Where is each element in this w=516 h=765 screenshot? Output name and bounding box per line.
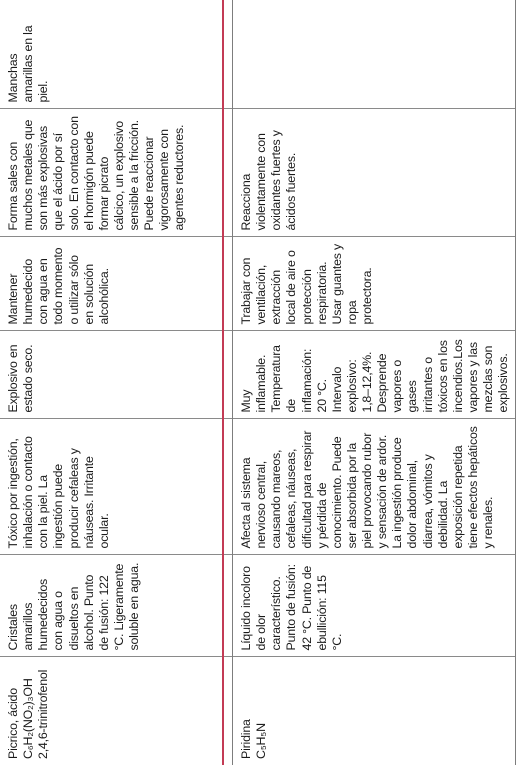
properties-text: Cristales amarillos humedecidos con agua o disueltos en alcohol. Punto de fusión: 122 °C. Ligeramente soluble en agua. <box>6 562 141 651</box>
reactivity-text: Forma sales con muchos metales que son más explosivas que el ácido por sí solo. En contacto con el hormigón puede formar picrato cálcico, un explosivo sensible a la fricción. Puede reaccionar vigorosamente con agentes reductores. <box>6 116 187 231</box>
accent-rule <box>222 0 224 765</box>
reactivity-text: Reacciona violentamente con oxidantes fuertes y ácidos fuertes. <box>239 130 299 231</box>
cell-notes <box>0 0 233 109</box>
chemical-formula: C₆H₂(NO₂)₃OH <box>21 678 36 759</box>
cell-properties <box>233 555 516 657</box>
handling-text: Mantener humedecido con agua en todo momento o utilizar sólo en solución alcohólica. <box>6 247 111 325</box>
cell-handling <box>0 237 233 331</box>
table-row-picric-acid <box>0 0 233 765</box>
properties-text: Líquido incoloro de olor característico. Punto de fusión: 42 °C. Punto de ebullición: 115 °C. <box>239 564 344 651</box>
notes-text: Manchas amarillas en la piel. <box>6 25 51 103</box>
chemical-name: Piridina <box>239 719 253 759</box>
chemical-formula: C₅H₅N <box>254 723 269 759</box>
health-text: Tóxico por ingestión, inhalación o contacto con la piel. La ingestión puede producir cefaleas y náuseas. Irritante ocular. <box>6 436 111 549</box>
cell-reactivity <box>233 109 516 237</box>
cell-health <box>233 419 516 555</box>
cell-chemical-name <box>233 657 516 765</box>
cell-chemical-name <box>0 657 233 765</box>
fire-text: Muy inflamable. Temperatura de inflamación: 20 °C. Intervalo explosivo: 1,8–12,4%. Desprende vapores o gases irritantes o tóxicos en los incendios.Los vapores y las mezclas son explosivos. <box>239 339 511 413</box>
cell-notes <box>233 0 516 109</box>
cell-fire <box>0 331 233 419</box>
health-text: Afecta al sistema nervioso central, causando mareos, cefaleas, náuseas, dificultad para respirar y pérdida de conocimiento. Puede ser absorbida por la piel provocando rubor y sensación de ardor. La ingestión produce dolor abdominal, diarrea, vómitos y debilidad. La exposición repetida tiene efectos hepáticos y renales. <box>239 426 495 549</box>
cell-handling <box>233 237 516 331</box>
table-row-pyridine <box>233 0 516 765</box>
cell-reactivity <box>0 109 233 237</box>
fire-text: Explosivo en estado seco. <box>6 344 36 413</box>
cell-fire <box>233 331 516 419</box>
cell-properties <box>0 555 233 657</box>
handling-text: Trabajar con ventilación, extracción local de aire o protección respiratoria. Usar guantes y ropa protectora. <box>239 243 374 325</box>
chemical-synonym: 2,4,6-trinitrofenol <box>36 669 51 759</box>
cell-health <box>0 419 233 555</box>
chemical-name: Picrico, ácido <box>6 688 20 759</box>
